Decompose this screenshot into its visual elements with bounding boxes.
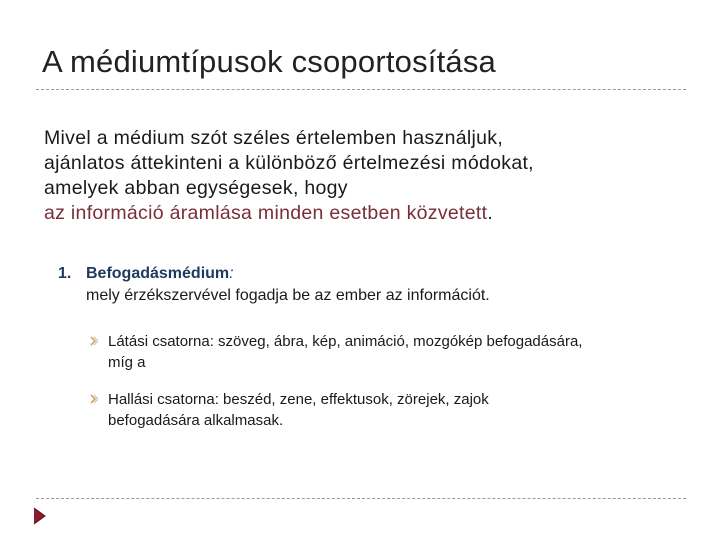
item-colon: : xyxy=(229,265,234,282)
intro-period: . xyxy=(487,202,494,224)
item-description: mely érzékszervével fogadja be az ember az információt. xyxy=(86,287,490,304)
bullet-2-line-1: Hallási csatorna: beszéd, zene, effektusok, zörejek, zajok xyxy=(108,391,489,408)
intro-line-4 xyxy=(44,201,704,226)
slide-title: A médiumtípusok csoportosítása xyxy=(42,44,497,79)
intro-line-3: amelyek abban egységesek, hogy xyxy=(44,177,348,199)
bullet-2-line-2: befogadására alkalmasak. xyxy=(108,412,284,429)
bullet-1-line-2: míg a xyxy=(108,354,146,371)
list-item xyxy=(90,331,690,373)
bullet-text xyxy=(108,331,690,373)
numbered-item-heading xyxy=(58,263,490,285)
ornamental-bullet-icon xyxy=(90,335,98,347)
item-term: Befogadásmédium xyxy=(86,265,230,282)
next-slide-arrow-icon[interactable] xyxy=(32,507,46,525)
intro-highlight-text: az információ áramlása minden esetben közvetett xyxy=(44,202,488,224)
intro-line-2: ajánlatos áttekinteni a különböző értelmezési módokat, xyxy=(44,152,534,174)
title-divider xyxy=(36,89,686,90)
item-number: 1. xyxy=(58,265,72,282)
footer-divider xyxy=(36,498,686,499)
bullet-text xyxy=(108,389,690,431)
numbered-item xyxy=(58,263,490,307)
ornamental-bullet-icon xyxy=(90,393,98,405)
intro-paragraph xyxy=(44,126,704,226)
intro-line-1: Mivel a médium szót széles értelemben használjuk, xyxy=(44,127,504,149)
bullet-list xyxy=(90,331,690,447)
list-item xyxy=(90,389,690,431)
bullet-1-line-1: Látási csatorna: szöveg, ábra, kép, animáció, mozgókép befogadására, xyxy=(108,333,583,350)
